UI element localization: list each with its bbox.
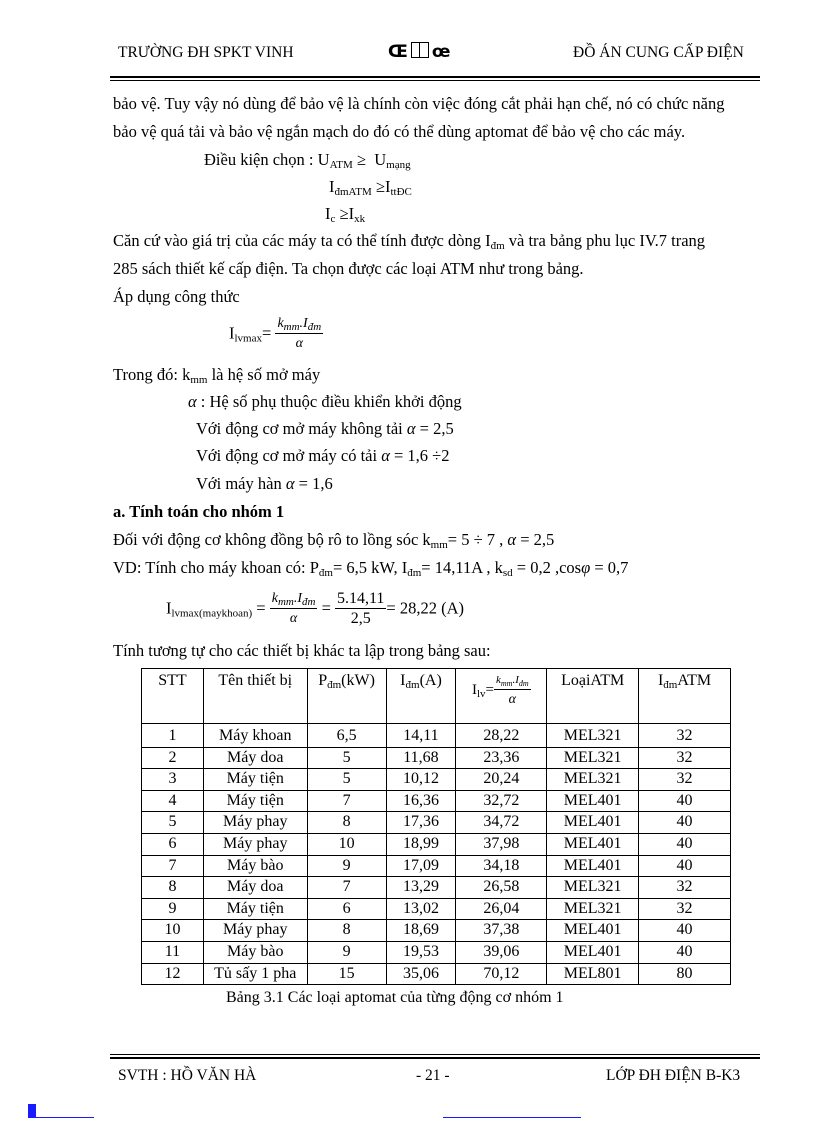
paragraph-line: Đối với động cơ không đồng bộ rô to lồng sóc $k_{mm}= 5 \div 7$ , α = 2,5 bbox=[113, 530, 555, 551]
table-cell: 8 bbox=[142, 877, 204, 899]
table-cell: 11 bbox=[142, 941, 204, 963]
table-cell: 13,02 bbox=[386, 898, 456, 920]
table-cell: 17,09 bbox=[386, 855, 456, 877]
table-cell: 11,68 bbox=[386, 747, 456, 769]
table-row bbox=[142, 920, 731, 942]
condition-line-2: $I_{đmATM} \ge I_{ttĐC}$ bbox=[329, 177, 412, 198]
table-cell: 8 bbox=[307, 812, 386, 834]
paragraph-line: bảo vệ. Tuy vậy nó dùng để bảo vệ là chính còn việc đóng cắt phải hạn chế, nó có chức năng bbox=[113, 94, 725, 113]
table-cell: 32 bbox=[639, 724, 731, 748]
table-row bbox=[142, 833, 731, 855]
table-cell: 5 bbox=[142, 812, 204, 834]
table-cell: 80 bbox=[639, 963, 731, 985]
table-caption: Bảng 3.1 Các loại aptomat của từng động cơ nhóm 1 bbox=[226, 989, 564, 1006]
table-cell: MEL321 bbox=[547, 724, 639, 748]
table-cell: 15 bbox=[307, 963, 386, 985]
table-cell: Máy tiện bbox=[203, 790, 307, 812]
col-header-stt: STT bbox=[142, 669, 204, 724]
footer-link-underline[interactable] bbox=[28, 1117, 94, 1118]
table-cell: 9 bbox=[142, 898, 204, 920]
table-cell: 32 bbox=[639, 769, 731, 791]
section-title: a. Tính toán cho nhóm 1 bbox=[113, 502, 285, 521]
table-cell: 3 bbox=[142, 769, 204, 791]
table-cell: MEL321 bbox=[547, 769, 639, 791]
header-school: TRƯỜNG ĐH SPKT VINH bbox=[118, 44, 294, 61]
table-cell: 9 bbox=[307, 855, 386, 877]
table-cell: 18,69 bbox=[386, 920, 456, 942]
table-cell: MEL401 bbox=[547, 855, 639, 877]
table-cell: 28,22 bbox=[456, 724, 547, 748]
col-header-iatm: $I_{đm}ATM$ bbox=[639, 669, 731, 724]
table-cell: Máy doa bbox=[203, 877, 307, 899]
table-cell: Tủ sấy 1 pha bbox=[203, 963, 307, 985]
table-cell: 6,5 bbox=[307, 724, 386, 748]
table-intro: Tính tương tự cho các thiết bị khác ta lập trong bảng sau: bbox=[113, 641, 491, 660]
footer-class: LỚP ĐH ĐIỆN B-K3 bbox=[606, 1067, 741, 1084]
table-cell: 8 bbox=[307, 920, 386, 942]
table-cell: Máy tiện bbox=[203, 769, 307, 791]
paragraph-line: bảo vệ quá tải và bảo vệ ngắn mạch do đó có thể dùng aptomat để bảo vệ cho các máy. bbox=[113, 122, 686, 141]
footer-rule-thick bbox=[110, 1057, 760, 1059]
table-cell: 12 bbox=[142, 963, 204, 985]
footer-link-marker[interactable] bbox=[28, 1104, 36, 1117]
table-cell: 9 bbox=[307, 941, 386, 963]
table-row bbox=[142, 747, 731, 769]
footer-student: SVTH : HỒ VĂN HÀ bbox=[118, 1067, 257, 1084]
table-cell: 13,29 bbox=[386, 877, 456, 899]
table-cell: Máy bào bbox=[203, 941, 307, 963]
table-cell: 4 bbox=[142, 790, 204, 812]
table-row bbox=[142, 963, 731, 985]
table-cell: 5 bbox=[307, 769, 386, 791]
table-row bbox=[142, 769, 731, 791]
table-row bbox=[142, 898, 731, 920]
table-cell: MEL401 bbox=[547, 941, 639, 963]
table-cell: 6 bbox=[307, 898, 386, 920]
condition-line-1: Điều kiện chọn : $U_{ATM} \ge U_{mạng}$ bbox=[204, 150, 411, 171]
table-cell: 5 bbox=[307, 747, 386, 769]
table-cell: 40 bbox=[639, 855, 731, 877]
col-header-type: LoạiATM bbox=[547, 669, 639, 724]
table-row bbox=[142, 790, 731, 812]
table-cell: MEL401 bbox=[547, 812, 639, 834]
table-cell: 70,12 bbox=[456, 963, 547, 985]
table-cell: MEL321 bbox=[547, 898, 639, 920]
table-cell: 17,36 bbox=[386, 812, 456, 834]
table-cell: 40 bbox=[639, 833, 731, 855]
where-line: Với động cơ mở máy không tải α = 2,5 bbox=[196, 419, 454, 438]
table-cell: 32 bbox=[639, 898, 731, 920]
formula-example: $I_{lvmax(maykhoan)}$ = $\frac{k_{mm}.I_{đm}}{\alpha}$ = $\frac{5.14,11}{2,5}$ = 28,22 (A) bbox=[166, 590, 465, 627]
col-header-power: $P_{đm}(kW)$ bbox=[307, 669, 386, 724]
col-header-current: $I_{đm}(A)$ bbox=[386, 669, 456, 724]
where-line: α : Hệ số phụ thuộc điều khiển khởi động bbox=[188, 392, 462, 411]
table-cell: Máy tiện bbox=[203, 898, 307, 920]
table-cell: 32,72 bbox=[456, 790, 547, 812]
table-cell: MEL321 bbox=[547, 747, 639, 769]
table-cell: 40 bbox=[639, 941, 731, 963]
where-line: Với động cơ mở máy có tải α = 1,6 ÷2 bbox=[196, 446, 450, 465]
header-rule-thick bbox=[110, 76, 760, 78]
table-row bbox=[142, 877, 731, 899]
footer-page-number: - 21 - bbox=[416, 1067, 450, 1084]
where-line: Với máy hàn α = 1,6 bbox=[196, 474, 333, 493]
paragraph-line: Căn cứ vào giá trị của các máy ta có thể tính được dòng $I_{đm}$ và tra bảng phu lục IV.7 trang bbox=[113, 231, 706, 252]
table-cell: Máy bào bbox=[203, 855, 307, 877]
footer-rule-thin bbox=[110, 1054, 760, 1055]
table-cell: 7 bbox=[142, 855, 204, 877]
header-book-ornament-icon: Œ œ bbox=[388, 42, 451, 62]
table-row bbox=[142, 724, 731, 748]
header-project-title: ĐỒ ÁN CUNG CẤP ĐIỆN bbox=[573, 44, 744, 61]
table-cell: 26,04 bbox=[456, 898, 547, 920]
table-cell: 40 bbox=[639, 790, 731, 812]
atm-table bbox=[141, 668, 731, 985]
table-cell: MEL801 bbox=[547, 963, 639, 985]
table-cell: 7 bbox=[307, 790, 386, 812]
table-cell: 34,72 bbox=[456, 812, 547, 834]
col-header-ilv: $I_{lv}=$ $\frac{k_{mm}.I_{đm}}{\alpha}$ bbox=[456, 669, 547, 724]
table-cell: 19,53 bbox=[386, 941, 456, 963]
table-cell: 1 bbox=[142, 724, 204, 748]
table-cell: MEL401 bbox=[547, 833, 639, 855]
col-header-name: Tên thiết bị bbox=[203, 669, 307, 724]
table-cell: MEL401 bbox=[547, 920, 639, 942]
table-cell: Máy phay bbox=[203, 920, 307, 942]
table-cell: 6 bbox=[142, 833, 204, 855]
table-cell: 32 bbox=[639, 747, 731, 769]
footer-link-underline[interactable] bbox=[443, 1117, 581, 1118]
table-cell: 2 bbox=[142, 747, 204, 769]
table-cell: 37,38 bbox=[456, 920, 547, 942]
table-cell: 10 bbox=[142, 920, 204, 942]
table-cell: 34,18 bbox=[456, 855, 547, 877]
table-cell: 40 bbox=[639, 812, 731, 834]
paragraph-line: 285 sách thiết kế cấp điện. Ta chọn được các loại ATM như trong bảng. bbox=[113, 259, 584, 278]
table-row bbox=[142, 855, 731, 877]
paragraph-line: VD: Tính cho máy khoan có: $P_{đm}= 6,5$ kW, $I_{đm}= 14,11A$ , $k_{sd} = 0,2$ ,cosφ = 0,7 bbox=[113, 558, 629, 579]
table-cell: MEL401 bbox=[547, 790, 639, 812]
table-cell: Máy doa bbox=[203, 747, 307, 769]
table-row bbox=[142, 812, 731, 834]
table-cell: 20,24 bbox=[456, 769, 547, 791]
table-cell: 18,99 bbox=[386, 833, 456, 855]
table-cell: 14,11 bbox=[386, 724, 456, 748]
table-header-row bbox=[142, 669, 731, 724]
table-cell: 23,36 bbox=[456, 747, 547, 769]
table-cell: 39,06 bbox=[456, 941, 547, 963]
table-cell: Máy phay bbox=[203, 833, 307, 855]
header-rule-thin bbox=[110, 80, 760, 81]
table-cell: 35,06 bbox=[386, 963, 456, 985]
table-cell: 10,12 bbox=[386, 769, 456, 791]
table-cell: 16,36 bbox=[386, 790, 456, 812]
paragraph-line: Áp dụng công thức bbox=[113, 287, 240, 306]
table-cell: Máy khoan bbox=[203, 724, 307, 748]
formula-ilvmax: $I_{lvmax}=$ $\frac{k_{mm}.I_{đm}}{\alpha}$ bbox=[229, 316, 322, 351]
table-cell: 26,58 bbox=[456, 877, 547, 899]
table-row bbox=[142, 941, 731, 963]
table-cell: 7 bbox=[307, 877, 386, 899]
condition-line-3: $I_c \ge I_{xk}$ bbox=[325, 204, 366, 225]
table-cell: 37,98 bbox=[456, 833, 547, 855]
table-cell: MEL321 bbox=[547, 877, 639, 899]
table-cell: 10 bbox=[307, 833, 386, 855]
table-cell: 40 bbox=[639, 920, 731, 942]
table-cell: 32 bbox=[639, 877, 731, 899]
where-line: Trong đó: $k_{mm}$ là hệ số mở máy bbox=[113, 365, 321, 386]
table-cell: Máy phay bbox=[203, 812, 307, 834]
